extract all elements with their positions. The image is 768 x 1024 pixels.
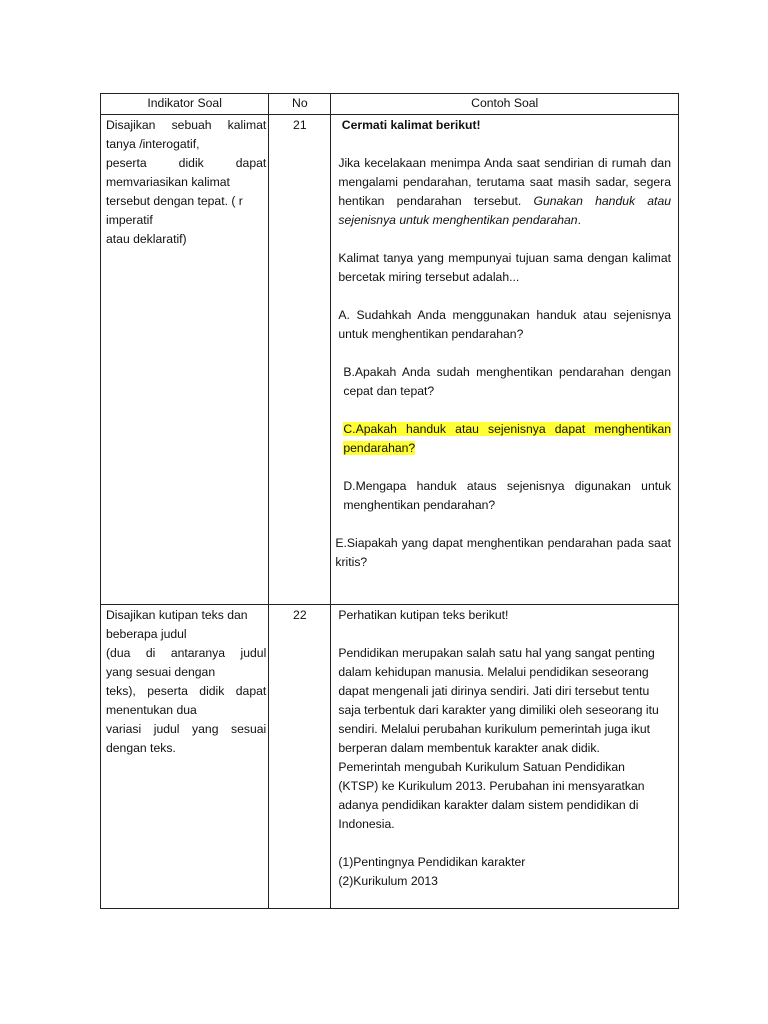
header-example: Contoh Soal xyxy=(331,94,679,115)
question-stem: Kalimat tanya yang mempunyai tujuan sama dengan kalimat bercetak miring tersebut adalah... xyxy=(338,251,671,284)
table-row xyxy=(101,605,679,909)
instruction: Perhatikan kutipan teks berikut! xyxy=(338,608,509,622)
passage: Jika kecelakaan menimpa Anda saat sendirian di rumah dan mengalami pendarahan, terutama saat masih sadar, segera hentikan pendarahan tersebut. Gunakan handuk atau sejenisnya untuk menghentikan pendarahan. xyxy=(338,156,672,227)
option-c xyxy=(338,420,671,458)
indicator-line: peserta didik dapat xyxy=(106,156,267,170)
indicator-line: (dua di antaranya judul xyxy=(106,646,267,660)
question-number: 21 xyxy=(269,115,331,605)
table-header-row xyxy=(101,94,679,115)
indicator-line: variasi judul yang sesuai xyxy=(106,722,267,736)
indicator-line: teks), peserta didik dapat xyxy=(106,684,267,698)
option-b: B.Apakah Anda sudah menghentikan pendarahan dengan cepat dan tepat? xyxy=(343,365,671,398)
indicator-line: Disajikan sebuah kalimat xyxy=(106,118,267,132)
italic-sentence: Gunakan handuk atau sejenisnya untuk menghentikan pendarahan xyxy=(338,194,672,227)
question-number: 22 xyxy=(269,605,331,909)
indicator-line: atau deklaratif) xyxy=(106,232,187,246)
question-table xyxy=(100,93,679,909)
instruction: Cermati kalimat berikut! xyxy=(341,118,481,132)
indicator-line: imperatif xyxy=(106,213,153,227)
indicator-line: yang sesuai dengan xyxy=(106,665,216,679)
indicator-line: beberapa judul xyxy=(106,627,187,641)
highlighted-answer: C.Apakah handuk atau sejenisnya dapat menghentikan pendarahan? xyxy=(343,422,671,455)
passage: Pendidikan merupakan salah satu hal yang sangat penting dalam kehidupan manusia. Melalui pendidikan seseorang dapat mengenali jati dirinya sendiri. Jati diri tersebut tentu saja terbentuk dari karakter yang dimiliki oleh seseorang itu sendiri. Melalui perubahan kurikulum pemerintah juga ikut berperan dalam membentuk karakter anak didik. Pemerintah mengubah Kurikulum Satuan Pendidikan (KTSP) ke Kurikulum 2013. Perubahan ini mensyaratkan adanya pendidikan karakter dalam sistem pendidikan di Indonesia. xyxy=(338,646,659,831)
indicator-cell xyxy=(101,605,269,909)
indicator-line: tanya /interogatif, xyxy=(106,137,200,151)
indicator-line: tersebut dengan tepat. ( r xyxy=(106,194,243,208)
example-cell xyxy=(331,605,679,909)
header-no: No xyxy=(269,94,331,115)
indicator-cell xyxy=(101,115,269,605)
table-row xyxy=(101,115,679,605)
indicator-line: memvariasikan kalimat xyxy=(106,175,230,189)
indicator-line: menentukan dua xyxy=(106,703,197,717)
title-option-1: (1)Pentingnya Pendidikan karakter xyxy=(338,855,526,869)
title-option-2: (2)Kurikulum 2013 xyxy=(338,874,438,888)
option-a: A. Sudahkah Anda menggunakan handuk atau sejenisnya untuk menghentikan pendarahan? xyxy=(338,308,671,341)
indicator-line: dengan teks. xyxy=(106,741,176,755)
example-cell xyxy=(331,115,679,605)
option-e: E.Siapakah yang dapat menghentikan pendarahan pada saat kritis? xyxy=(335,536,671,569)
header-indicator: Indikator Soal xyxy=(101,94,269,115)
option-d: D.Mengapa handuk ataus sejenisnya digunakan untuk menghentikan pendarahan? xyxy=(343,479,671,512)
indicator-line: Disajikan kutipan teks dan xyxy=(106,608,248,622)
